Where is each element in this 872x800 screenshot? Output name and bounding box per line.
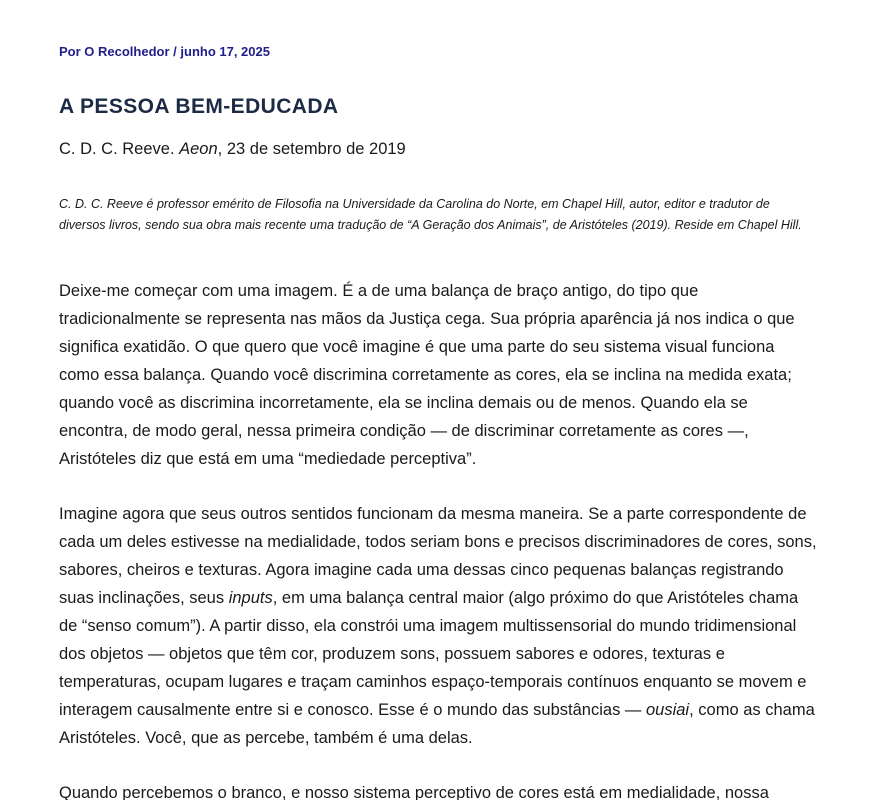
paragraph-2-text-2: , em uma balança central maior (algo próximo do que Aristóteles chama de “senso comum”). A partir disso, ela constrói uma imagem multissensorial do mundo tridimensional dos objetos — objetos que têm cor, produzem sons, possuem sabores e odores, texturas e temperaturas, ocupam lugares e traçam caminhos espaço-temporais contínuos enquanto se movem e interagem causalmente entre si e conosco. Esse é o mundo das substâncias — — [59, 589, 807, 719]
paragraph-2-emphasis-ousiai: ousiai — [645, 701, 690, 719]
paragraph-2-text-1: Imagine agora que seus outros sentidos funcionam da mesma maneira. Se a parte correspondente de cada um deles estivesse na medialidade, todos seriam bons e precisos discriminadores de cores, sons, sabores, cheiros e texturas. Agora imagine cada uma dessas cinco pequenas balanças registrando suas inclinações, seus — [59, 505, 817, 607]
post-meta — [59, 44, 270, 59]
paragraph-3: Quando percebemos o branco, e nosso sistema perceptivo de cores está em medialidade, nossa — [59, 784, 769, 800]
article-citation — [59, 140, 406, 159]
author-bio: C. D. C. Reeve é professor emérito de Filosofia na Universidade da Carolina do Norte, em Chapel Hill, autor, editor e tradutor de diversos livros, sendo sua obra mais recente uma tradução de “A Geração dos Animais”, de Aristóteles (2019). Reside em Chapel Hill. — [59, 197, 802, 232]
author-link[interactable]: O Recolhedor — [84, 44, 170, 59]
paragraph-2-emphasis-inputs: inputs — [228, 589, 273, 607]
citation-authors: C. D. C. Reeve. — [59, 140, 180, 158]
paragraph-1: Deixe-me começar com uma imagem. É a de uma balança de braço antigo, do tipo que tradicionalmente se representa nas mãos da Justiça cega. Sua própria aparência já nos indica o que significa exatidão. O que quero que você imagine é que uma parte do seu sistema visual funciona como essa balança. Quando você discrimina corretamente as cores, ela se inclina na medida exata; quando você as discrimina incorretamente, ela se inclina demais ou de menos. Quando ela se encontra, de modo geral, nessa primeira condição — de discriminar corretamente as cores —, Aristóteles diz que está em uma “mediedade perceptiva”. — [59, 282, 795, 468]
citation-publication: Aeon — [179, 140, 218, 158]
date-link[interactable]: junho 17, 2025 — [180, 44, 270, 59]
article-title: A PESSOA BEM-EDUCADA — [59, 95, 339, 118]
paragraph-2-text-3: , como as chama Aristóteles. Você, que as percebe, também é uma delas. — [59, 701, 815, 747]
paragraph-2 — [59, 500, 819, 752]
meta-prefix: Por — [59, 44, 85, 59]
citation-date: , 23 de setembro de 2019 — [217, 140, 406, 158]
meta-separator: / — [169, 44, 181, 59]
